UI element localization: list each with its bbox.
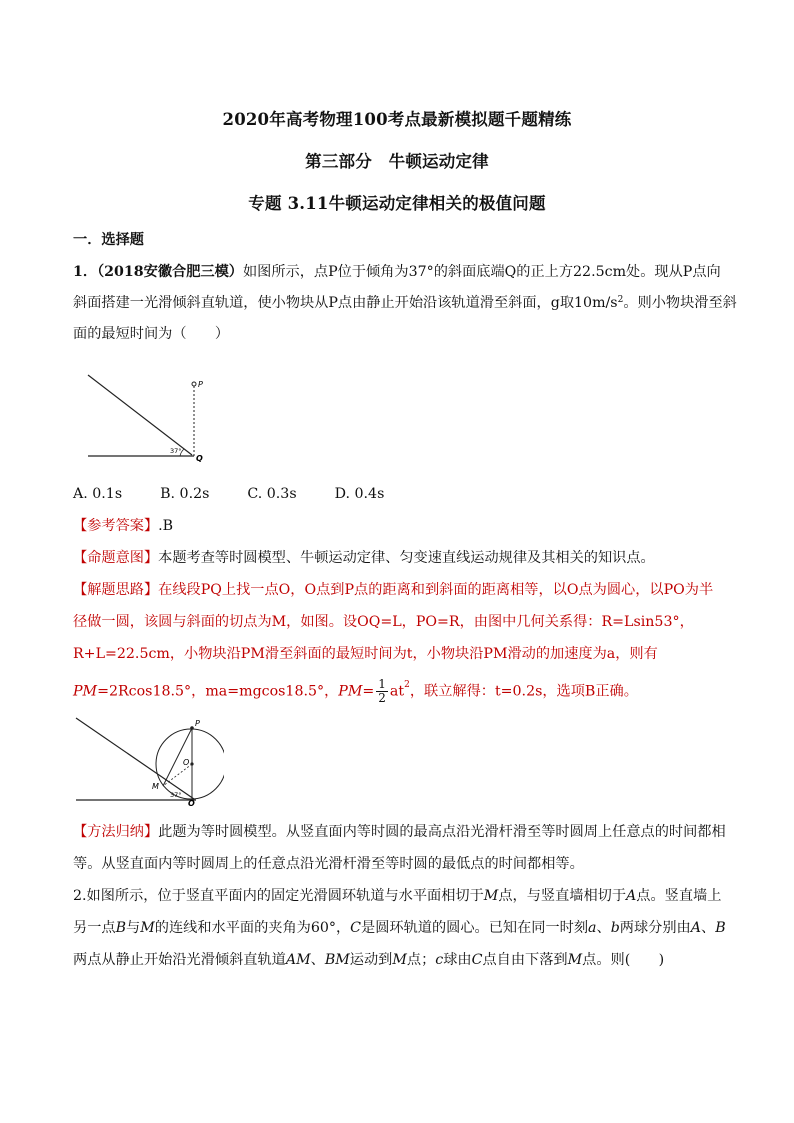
q1-solution-line1	[73, 580, 733, 600]
var-c-ball: c	[435, 952, 444, 968]
q2-text2a: 另一点	[73, 920, 116, 936]
point-o	[190, 762, 193, 765]
part-title: 第三部分 牛顿运动定律	[305, 152, 489, 171]
q1-options	[73, 484, 733, 504]
eq-sup: 2	[404, 680, 410, 690]
method-tag: 【方法归纳】	[73, 824, 159, 840]
q2-line3	[73, 950, 733, 970]
var-b-point: B	[115, 920, 127, 936]
q1-source: （2018安徽合肥三模）	[97, 264, 243, 280]
option-b: B. 0.2s	[160, 486, 210, 502]
q2-line2	[73, 918, 733, 938]
topic-title: 专题 3.11牛顿运动定律相关的极值问题	[248, 194, 546, 213]
q2-text1b: 点，与竖直墙相切于	[498, 888, 627, 904]
q2-text1a: 2.如图所示，位于竖直平面内的固定光滑圆环轨道与水平面相切于	[73, 888, 484, 904]
option-d: D. 0.4s	[334, 486, 385, 502]
eq-at: at	[389, 683, 405, 700]
intent-tag: 【命题意图】	[73, 550, 159, 566]
q1-text2a: 斜面搭建一光滑倾斜直轨道，使小物块从P点由静止开始沿该轨道滑至斜面，g取	[73, 295, 575, 311]
incline-line	[88, 375, 192, 455]
solution-text1: 在线段PQ上找一点O，O点到P点的距离和到斜面的距离相等，以O点为圆心，以PO为半	[158, 582, 714, 598]
label-p-2: P	[195, 719, 200, 728]
eq-pm-1: PM	[73, 683, 98, 700]
q1-line3: 面的最短时间为（ ）	[73, 326, 230, 342]
q1-line2	[73, 293, 737, 313]
q1-unit: 10m/s	[574, 295, 618, 311]
q2-text3f: 点自由下落到	[482, 952, 568, 968]
q1-intent	[73, 548, 733, 568]
angle-label: 37°	[170, 447, 182, 455]
answer-tag: 【参考答案】	[73, 518, 159, 534]
q2-text3d: 点；	[406, 952, 436, 968]
label-q: Q	[196, 454, 203, 463]
q2-text3b: 、	[310, 952, 325, 968]
section-heading: 一．选择题	[73, 232, 144, 248]
option-c: C. 0.3s	[247, 486, 297, 502]
var-am: AM	[285, 952, 311, 968]
eq-part1: =2Rcos18.5°，ma=mgcos18.5°，	[97, 683, 339, 700]
q1-method-line2: 等。从竖直面内等时圆周上的任意点沿光滑杆滑至等时圆的最低点的时间都相等。	[73, 856, 584, 872]
eq-pm-2: PM	[338, 683, 363, 700]
var-b-point: B	[715, 920, 726, 936]
fraction-numerator: 1	[378, 677, 386, 691]
intent-text: 本题考查等时圆模型、牛顿运动定律、匀变速直线运动规律及其相关的知识点。	[158, 550, 655, 566]
q2-text1c: 点。竖直墙上	[636, 888, 722, 904]
var-a-point: A	[626, 888, 637, 904]
q1-solution-line2: 径做一圆，该圆与斜面的切点为M，如图。设OQ=L，PO=R，由图中几何关系得：R=Lsin53°，	[73, 614, 694, 630]
eq-part2: ，联立解得：t=0.2s，选项B正确。	[409, 683, 638, 700]
var-bm: BM	[324, 952, 350, 968]
q2-text2c: 的连线和水平面的夹角为60°，	[154, 920, 351, 936]
q1-answer	[73, 516, 733, 536]
answer-value: .B	[158, 518, 174, 534]
q1-solution-line3: R+L=22.5cm，小物块沿PM滑至斜面的最短时间为t，小物块沿PM滑动的加速度为a，则有	[73, 646, 658, 662]
var-a-ball: a	[588, 920, 597, 936]
var-a-point: A	[690, 920, 701, 936]
solution-tag: 【解题思路】	[73, 582, 159, 598]
pm-chord	[163, 728, 192, 786]
var-m: M	[392, 952, 407, 968]
var-c-point: C	[471, 952, 483, 968]
point-p	[192, 382, 196, 386]
q1-equation-line	[73, 678, 733, 705]
q2-text3g: 点。则( )	[582, 952, 665, 968]
angle-label-2: 37°	[170, 791, 182, 799]
var-m: M	[140, 920, 155, 936]
q2-text3e: 球由	[443, 952, 472, 968]
var-c-point: C	[350, 920, 362, 936]
q2-text3a: 两点从静止开始沿光滑倾斜直轨道	[73, 952, 286, 968]
label-p: P	[198, 380, 203, 389]
q2-line1	[73, 886, 733, 906]
q2-text2d: 是圆环轨道的圆心。已知在同一时刻	[361, 920, 589, 936]
document-title: 2020年高考物理100考点最新模拟题千题精练	[222, 110, 572, 129]
var-b-ball: b	[610, 920, 620, 936]
q1-number: 1．	[73, 264, 98, 280]
q2-text2f: 两球分别由	[619, 920, 691, 936]
var-m: M	[483, 888, 499, 904]
option-a: A. 0.1s	[73, 486, 123, 502]
eq-fraction	[376, 678, 388, 705]
q1-method-line1	[73, 822, 733, 842]
figure-incline-1	[84, 372, 224, 464]
om-radius	[163, 764, 192, 786]
fraction-denominator: 2	[378, 691, 386, 705]
point-p-2	[190, 726, 194, 730]
q2-text3c: 运动到	[349, 952, 393, 968]
figure-incline-circle	[74, 714, 224, 806]
eq-equals: =	[362, 683, 375, 700]
q1-text1: 如图所示，点P位于倾角为37°的斜面底端Q的正上方22.5cm处。现从P点向	[242, 264, 721, 280]
label-o: O	[183, 758, 190, 767]
q2-text2e: 、	[596, 920, 611, 936]
q2-text2g: 、	[701, 920, 716, 936]
isochronous-circle	[156, 729, 224, 799]
q1-line1	[73, 262, 733, 282]
label-m: M	[152, 782, 159, 791]
method-text1: 此题为等时圆模型。从竖直面内等时圆的最高点沿光滑杆滑至等时圆周上任意点的时间都相	[158, 824, 726, 840]
q1-unit-sup: 2	[617, 295, 624, 305]
var-m: M	[567, 952, 583, 968]
q1-text2b: 。则小物块滑至斜	[623, 295, 737, 311]
q2-text2b: 与	[126, 920, 141, 936]
label-q-2: Q	[188, 799, 195, 806]
